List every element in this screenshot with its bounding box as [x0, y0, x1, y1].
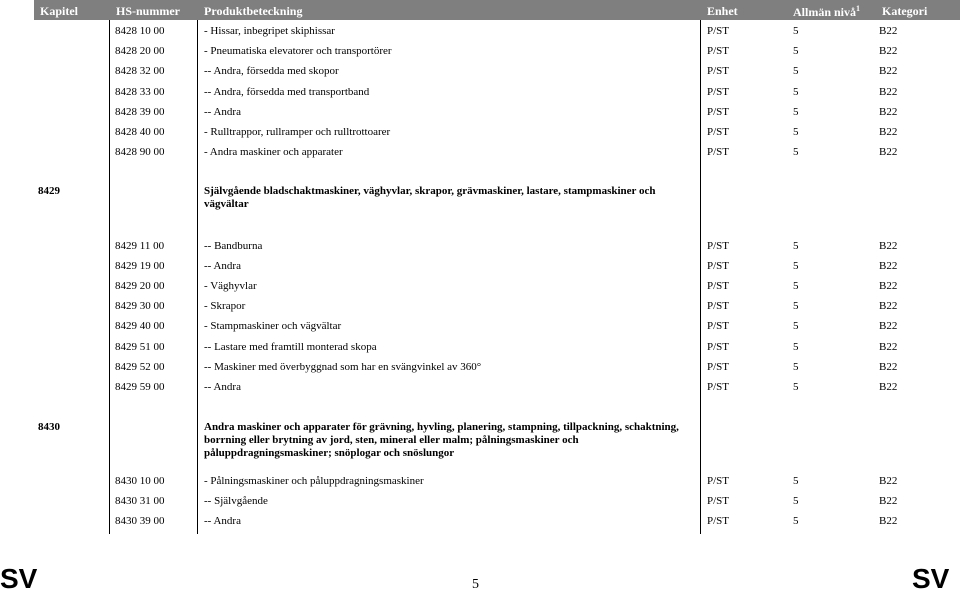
cell-level: 5 [793, 495, 799, 507]
footer-language-left: SV [0, 563, 38, 594]
cell-hs: 8428 32 00 [115, 65, 165, 78]
cell-cat: B22 [879, 126, 898, 138]
chapter-code: 8430 [38, 421, 60, 433]
header-produktbeteckning: Produktbeteckning [204, 4, 303, 18]
cell-desc: - Andra maskiner och apparater [204, 146, 343, 159]
table-row [0, 515, 960, 529]
cell-desc: -- Lastare med framtill monterad skopa [204, 340, 377, 353]
cell-cat: B22 [879, 300, 898, 313]
cell-level: 5 [793, 380, 799, 393]
cell-hs: 8430 31 00 [115, 495, 165, 507]
cell-desc: - Pneumatiska elevatorer och transportörer [204, 45, 392, 58]
table-row [0, 361, 960, 375]
table-row [0, 381, 960, 395]
header-allman-niva: Allmän nivå$^1$ [793, 4, 861, 19]
cell-level: 5 [793, 515, 799, 527]
cell-level: 5 [793, 65, 799, 78]
cell-cat: B22 [879, 495, 898, 507]
cell-hs: 8429 52 00 [115, 360, 165, 373]
table-row [0, 65, 960, 79]
cell-desc: -- Andra [204, 260, 241, 273]
table-row [0, 260, 960, 274]
cell-level: 5 [793, 240, 799, 252]
cell-desc: -- Bandburna [204, 240, 263, 252]
cell-level: 5 [793, 126, 799, 138]
cell-unit: P/ST [707, 126, 730, 138]
cell-hs: 8428 10 00 [115, 25, 165, 37]
table-row [0, 280, 960, 294]
cell-hs: 8430 10 00 [115, 475, 165, 487]
cell-cat: B22 [879, 260, 898, 273]
cell-unit: P/ST [707, 25, 730, 37]
cell-hs: 8429 20 00 [115, 280, 165, 293]
table-row [0, 240, 960, 254]
cell-cat: B22 [879, 320, 898, 333]
cell-unit: P/ST [707, 280, 730, 293]
header-hs-nummer: HS-nummer [116, 4, 180, 18]
cell-cat: B22 [879, 105, 898, 118]
cell-unit: P/ST [707, 360, 730, 373]
cell-hs: 8429 30 00 [115, 300, 165, 313]
cell-unit: P/ST [707, 85, 730, 98]
page-number: 5 [472, 577, 479, 592]
cell-unit: P/ST [707, 146, 730, 159]
cell-desc: -- Maskiner med överbyggnad som har en svängvinkel av 360° [204, 360, 482, 373]
cell-level: 5 [793, 45, 799, 58]
heading-description: Andra maskiner och apparater för grävning, hyvling, planering, stampning, tillpackning, schaktning, borrning eller brytning av jord, sten, mineral eller malm; pålningsmaskiner och påluppdragningsmaskiner; snöplogar och snöslungor [204, 421, 679, 459]
cell-desc: -- Andra [204, 380, 241, 393]
heading-description: Självgående bladschaktmaskiner, väghyvlar, skrapor, grävmaskiner, lastare, stampmaskiner och vägvältar [204, 185, 656, 210]
cell-hs: 8428 33 00 [115, 85, 165, 98]
header-kapitel: Kapitel [40, 4, 78, 18]
cell-hs: 8429 40 00 [115, 320, 165, 333]
cell-desc: -- Andra [204, 515, 241, 527]
cell-unit: P/ST [707, 45, 730, 58]
cell-unit: P/ST [707, 475, 730, 487]
header-kategori: Kategori [882, 4, 928, 18]
cell-desc: - Rulltrappor, rullramper och rulltrottoarer [204, 126, 391, 138]
cell-unit: P/ST [707, 380, 730, 393]
table-row [0, 300, 960, 314]
cell-cat: B22 [879, 340, 898, 353]
cell-level: 5 [793, 360, 799, 373]
cell-cat: B22 [879, 240, 898, 252]
cell-hs: 8428 40 00 [115, 126, 165, 138]
cell-desc: -- Andra, försedda med transportband [204, 85, 370, 98]
cell-level: 5 [793, 340, 799, 353]
cell-unit: P/ST [707, 495, 730, 507]
cell-cat: B22 [879, 45, 898, 58]
table-row [0, 126, 960, 140]
table-row [0, 86, 960, 100]
chapter-code: 8429 [38, 185, 60, 197]
cell-cat: B22 [879, 65, 898, 78]
cell-cat: B22 [879, 85, 898, 98]
table-row [0, 495, 960, 509]
cell-unit: P/ST [707, 300, 730, 313]
table-row [0, 146, 960, 160]
cell-cat: B22 [879, 360, 898, 373]
cell-cat: B22 [879, 380, 898, 393]
footer-language-right: SV [912, 563, 950, 594]
cell-level: 5 [793, 300, 799, 313]
cell-desc: -- Andra, försedda med skopor [204, 65, 339, 78]
cell-hs: 8428 39 00 [115, 105, 165, 118]
cell-cat: B22 [879, 280, 898, 293]
cell-desc: - Hissar, inbegripet skiphissar [204, 25, 335, 37]
cell-desc: -- Självgående [204, 495, 268, 507]
cell-level: 5 [793, 260, 799, 273]
cell-level: 5 [793, 280, 799, 293]
table-row [0, 45, 960, 59]
cell-unit: P/ST [707, 240, 730, 252]
table-row [0, 25, 960, 39]
cell-desc: - Väghyvlar [204, 280, 257, 293]
cell-hs: 8429 51 00 [115, 340, 165, 353]
cell-cat: B22 [879, 475, 898, 487]
cell-desc: -- Andra [204, 105, 241, 118]
cell-level: 5 [793, 105, 799, 118]
table-header [34, 0, 960, 20]
header-enhet: Enhet [707, 4, 738, 18]
table-row [0, 106, 960, 120]
cell-level: 5 [793, 320, 799, 333]
cell-hs: 8428 20 00 [115, 45, 165, 58]
cell-desc: - Stampmaskiner och vägvältar [204, 320, 342, 333]
cell-unit: P/ST [707, 65, 730, 78]
table-row [0, 475, 960, 489]
cell-cat: B22 [879, 25, 898, 37]
cell-hs: 8430 39 00 [115, 515, 165, 527]
cell-hs: 8429 59 00 [115, 380, 165, 393]
cell-hs: 8428 90 00 [115, 146, 165, 159]
cell-desc: - Pålningsmaskiner och påluppdragningsmaskiner [204, 475, 424, 487]
cell-hs: 8429 19 00 [115, 260, 165, 273]
cell-level: 5 [793, 146, 799, 159]
cell-unit: P/ST [707, 340, 730, 353]
cell-level: 5 [793, 85, 799, 98]
cell-cat: B22 [879, 146, 898, 159]
table-row [0, 341, 960, 355]
cell-level: 5 [793, 25, 799, 37]
cell-level: 5 [793, 475, 799, 487]
cell-cat: B22 [879, 515, 898, 527]
cell-unit: P/ST [707, 515, 730, 527]
cell-unit: P/ST [707, 105, 730, 118]
cell-unit: P/ST [707, 260, 730, 273]
cell-unit: P/ST [707, 320, 730, 333]
cell-hs: 8429 11 00 [115, 240, 165, 252]
table-row [0, 320, 960, 334]
cell-desc: - Skrapor [204, 300, 246, 313]
